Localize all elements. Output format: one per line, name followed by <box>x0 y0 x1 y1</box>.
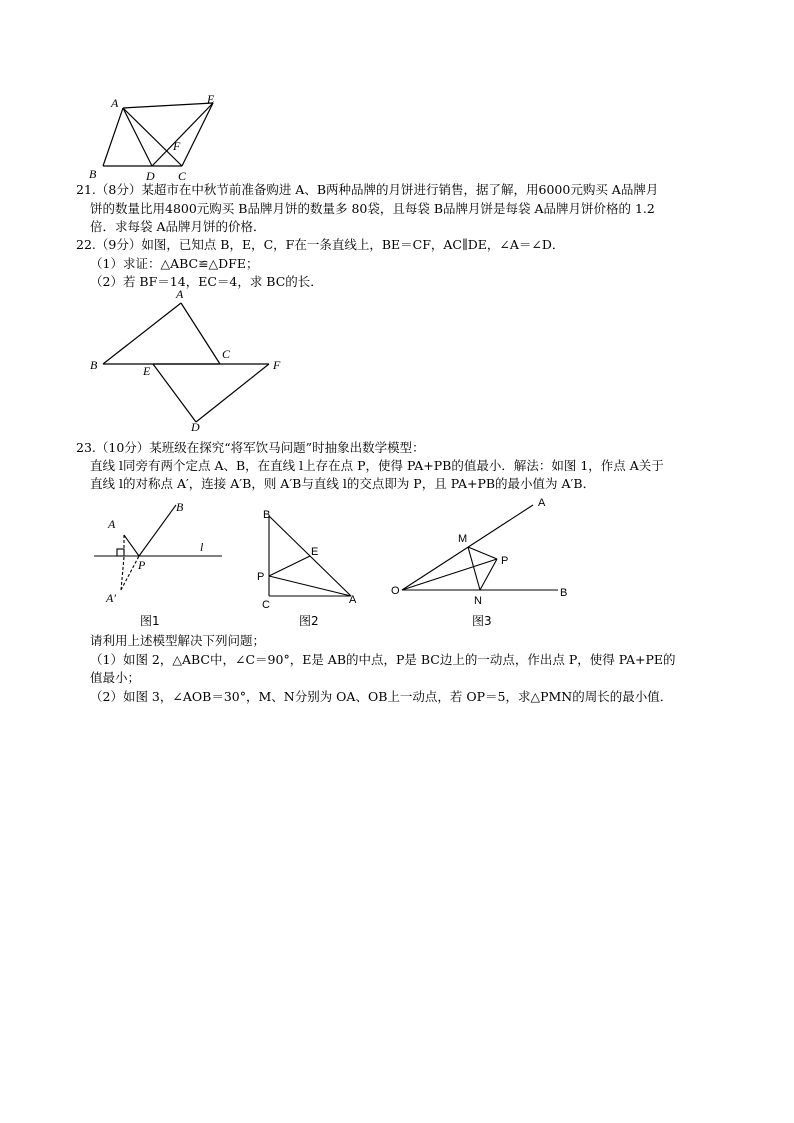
label-M: M <box>458 533 468 545</box>
figure-2-caption: 图2 <box>299 614 319 628</box>
label-A: A <box>349 594 357 606</box>
q23-line1: 23.（10分）某班级在探究“将军饮马问题”时抽象出数学模型： <box>76 440 425 455</box>
label-A: A <box>111 96 119 110</box>
label-B: B <box>176 500 184 514</box>
label-B: B <box>89 167 97 181</box>
label-E: E <box>143 364 151 378</box>
label-C: C <box>178 169 187 183</box>
label-C: C <box>222 347 231 361</box>
figure-q22-triangles <box>85 286 295 434</box>
q23-line2: 直线 l同旁有两个定点 A、B，在直线 l上存在点 P，使得 PA+PB的值最小．解法：如图 1，作点 A关于 <box>90 458 664 473</box>
label-D: D <box>191 420 200 434</box>
figure-3-caption: 图3 <box>472 614 492 628</box>
label-A: A <box>176 287 184 301</box>
q23-intro: 请利用上述模型解决下列问题； <box>90 633 266 648</box>
label-A-prime: A′ <box>106 591 116 605</box>
figure-2-right-triangle <box>255 505 365 610</box>
q21-line2: 饼的数量比用4800元购买 B品牌月饼的数量多 80袋，且每袋 B品牌月饼是每袋 A品牌月饼价格的 1.2 <box>90 201 655 216</box>
label-B: B <box>263 509 271 521</box>
label-P: P <box>501 555 509 567</box>
figure-1-reflection <box>88 497 228 607</box>
q22-part2: （2）若 BF＝14，EC＝4，求 BC的长． <box>90 274 323 289</box>
q21-line1: 21.（8分）某超市在中秋节前准备购进 A、B两种品牌的月饼进行销售，据了解，用6000元购买 A品牌月 <box>76 182 659 197</box>
figure-1-caption: 图1 <box>140 614 160 628</box>
label-l: l <box>200 540 204 554</box>
label-B: B <box>90 358 98 372</box>
q22-part1: （1）求证：△ABC≌△DFE； <box>90 256 259 271</box>
q23-part1-line2: 值最小； <box>90 670 141 685</box>
label-E: E <box>311 546 319 558</box>
label-P: P <box>257 571 265 583</box>
label-N: N <box>474 595 482 607</box>
label-P: P <box>138 558 146 572</box>
figure-3-angle <box>388 492 578 606</box>
q23-part2: （2）如图 3，∠AOB＝30°，M、N分别为 OA、OB上一动点，若 OP＝5，求△PMN的周长的最小值． <box>90 689 673 704</box>
label-A: A <box>538 497 546 509</box>
label-F: F <box>273 358 281 372</box>
label-E: E <box>207 92 215 106</box>
q23-line3: 直线 l的对称点 A′，连接 A′B，则 A′B与直线 l的交点即为 P，且 PA+PB的最小值为 A′B． <box>90 476 596 491</box>
q23-part1-line1: （1）如图 2，△ABC中，∠C＝90°，E是 AB的中点，P是 BC边上的一动点，作出点 P，使得 PA+PE的 <box>90 652 676 667</box>
label-D: D <box>146 169 155 183</box>
q22-line1: 22.（9分）如图，已知点 B，E，C，F在一条直线上，BE＝CF，AC∥DE，∠A＝∠D． <box>76 237 565 252</box>
q21-line3: 倍．求每袋 A品牌月饼的价格． <box>90 219 266 234</box>
label-F: F <box>173 139 181 153</box>
figure-top-parallelogram <box>85 92 235 184</box>
label-C: C <box>262 599 270 611</box>
label-B: B <box>560 587 568 599</box>
label-O: O <box>391 585 400 597</box>
label-A: A <box>108 517 116 531</box>
